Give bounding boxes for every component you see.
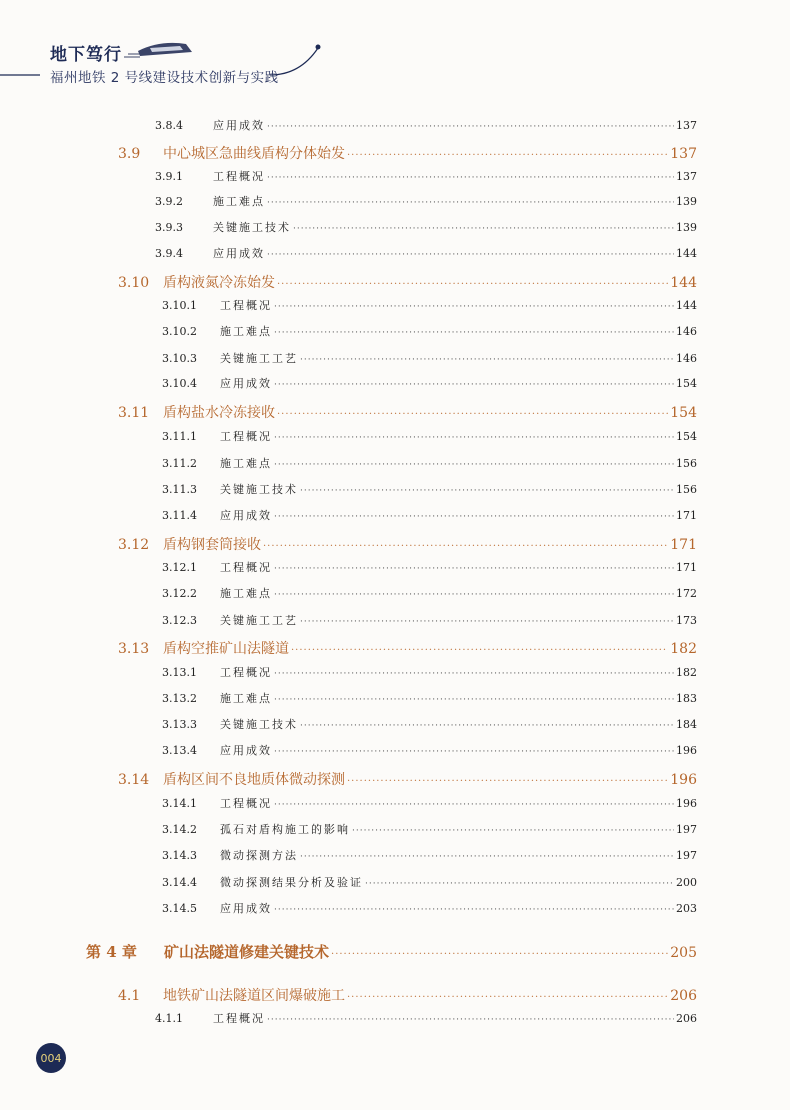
toc-section-entry[interactable] xyxy=(118,402,697,422)
toc-page-number: 144 xyxy=(676,299,697,312)
toc-number: 3.10.4 xyxy=(162,377,197,390)
toc-page-number: 182 xyxy=(676,666,697,679)
toc-title: 盾构空推矿山法隧道 xyxy=(163,641,289,657)
toc-subsection-entry[interactable] xyxy=(162,375,697,391)
toc-title: 关键施工技术 xyxy=(213,221,291,234)
dot-leader xyxy=(277,409,668,420)
dot-leader xyxy=(300,721,674,731)
toc-page-number: 196 xyxy=(670,772,697,788)
toc-page-number: 206 xyxy=(676,1012,697,1025)
toc-title: 应用成效 xyxy=(220,377,272,390)
toc-page-number: 205 xyxy=(670,945,697,961)
toc-number: 3.14.2 xyxy=(162,823,197,836)
toc-page-number: 154 xyxy=(676,377,697,390)
toc-title: 工程概况 xyxy=(220,561,272,574)
dot-leader xyxy=(274,512,674,522)
dot-leader xyxy=(274,905,674,915)
dot-leader xyxy=(274,302,674,312)
dot-leader xyxy=(274,460,674,470)
dot-leader xyxy=(277,279,668,290)
toc-page-number: 173 xyxy=(676,614,697,627)
toc-subsection-entry[interactable] xyxy=(162,481,697,497)
toc-page-number: 197 xyxy=(676,823,697,836)
toc-number: 3.14.3 xyxy=(162,849,197,862)
toc-subsection-entry[interactable] xyxy=(162,612,697,628)
toc-title: 施工难点 xyxy=(220,325,272,338)
toc-page-number: 171 xyxy=(670,537,697,553)
dot-leader xyxy=(267,198,674,208)
toc-page-number: 139 xyxy=(676,195,697,208)
toc-page-number: 183 xyxy=(676,692,697,705)
toc-subsection-entry[interactable] xyxy=(162,559,697,575)
toc-page-number: 137 xyxy=(676,119,697,132)
toc-subsection-entry[interactable] xyxy=(162,690,697,706)
toc-title: 应用成效 xyxy=(213,247,265,260)
toc-number: 4.1.1 xyxy=(155,1012,183,1025)
dot-leader xyxy=(274,433,674,443)
toc-title: 盾构液氮冷冻始发 xyxy=(163,275,275,291)
dot-leader xyxy=(365,879,674,889)
toc-title: 盾构钢套筒接收 xyxy=(163,537,261,553)
toc-page-number: 146 xyxy=(676,325,697,338)
dot-leader xyxy=(293,224,674,234)
toc-title: 工程概况 xyxy=(213,1012,265,1025)
toc-number: 3.10.1 xyxy=(162,299,197,312)
dot-leader xyxy=(300,852,674,862)
toc-page-number: 197 xyxy=(676,849,697,862)
dot-leader xyxy=(274,747,674,757)
toc-title: 矿山法隧道修建关键技术 xyxy=(164,943,330,961)
dot-leader xyxy=(300,355,674,365)
toc-number: 3.13.2 xyxy=(162,692,197,705)
toc-number: 3.10 xyxy=(118,275,150,291)
toc-subsection-entry[interactable] xyxy=(162,455,697,471)
dot-leader xyxy=(267,173,674,183)
toc-number: 3.9.4 xyxy=(155,247,183,260)
toc-subsection-entry[interactable] xyxy=(162,585,697,601)
toc-title: 工程概况 xyxy=(220,430,272,443)
toc-title: 地铁矿山法隧道区间爆破施工 xyxy=(163,988,345,1004)
toc-title: 关键施工工艺 xyxy=(220,352,298,365)
toc-title: 工程概况 xyxy=(220,299,272,312)
toc-number: 3.11 xyxy=(118,405,150,421)
dot-leader xyxy=(347,992,668,1003)
toc-page-number: 137 xyxy=(676,170,697,183)
toc-number: 3.14 xyxy=(118,772,150,788)
toc-page-number: 144 xyxy=(676,247,697,260)
toc-section-entry[interactable] xyxy=(118,769,697,789)
dot-leader xyxy=(274,669,674,679)
toc-page-number: 196 xyxy=(676,797,697,810)
toc-title: 施工难点 xyxy=(220,692,272,705)
toc-page-number: 200 xyxy=(676,876,697,889)
toc-page-number: 156 xyxy=(676,483,697,496)
toc-number: 3.10.2 xyxy=(162,325,197,338)
toc-page-number: 196 xyxy=(676,744,697,757)
dot-leader xyxy=(300,486,674,496)
toc-page-number: 146 xyxy=(676,352,697,365)
toc-title: 关键施工技术 xyxy=(220,483,298,496)
dot-leader xyxy=(267,250,674,260)
toc-subsection-entry[interactable] xyxy=(162,847,697,863)
dot-leader xyxy=(352,826,674,836)
toc-title: 应用成效 xyxy=(213,119,265,132)
toc-number: 3.12 xyxy=(118,537,150,553)
toc-section-entry[interactable] xyxy=(118,272,697,292)
toc-number: 3.13.1 xyxy=(162,666,197,679)
toc-section-entry[interactable] xyxy=(118,638,697,658)
dot-leader xyxy=(291,645,668,656)
toc-page-number: 182 xyxy=(670,641,697,657)
series-title: 地下笃行 xyxy=(50,45,122,65)
toc-subsection-entry[interactable] xyxy=(155,1010,697,1026)
toc-section-entry[interactable] xyxy=(118,143,697,163)
toc-page-number: 171 xyxy=(676,509,697,522)
toc-title: 应用成效 xyxy=(220,744,272,757)
dot-leader xyxy=(267,1015,674,1025)
dot-leader xyxy=(263,541,668,552)
toc-title: 微动探测方法 xyxy=(220,849,298,862)
toc-number: 3.9.2 xyxy=(155,195,183,208)
dot-leader xyxy=(274,564,674,574)
toc-title: 盾构盐水冷冻接收 xyxy=(163,405,275,421)
toc-subsection-entry[interactable] xyxy=(162,297,697,313)
toc-number: 3.10.3 xyxy=(162,352,197,365)
toc-subsection-entry[interactable] xyxy=(162,874,697,890)
toc-page-number: 139 xyxy=(676,221,697,234)
toc-page-number: 156 xyxy=(676,457,697,470)
toc-title: 应用成效 xyxy=(220,509,272,522)
toc-chapter-entry[interactable] xyxy=(86,941,697,963)
toc-number: 3.14.1 xyxy=(162,797,197,810)
toc-subsection-entry[interactable] xyxy=(155,219,697,235)
toc-number: 3.9.1 xyxy=(155,170,183,183)
toc-number: 3.12.1 xyxy=(162,561,197,574)
toc-number: 3.13.3 xyxy=(162,718,197,731)
toc-title: 中心城区急曲线盾构分体始发 xyxy=(163,146,345,162)
book-title: 福州地铁 2 号线建设技术创新与实践 xyxy=(50,70,279,86)
toc-title: 孤石对盾构施工的影响 xyxy=(220,823,350,836)
toc-subsection-entry[interactable] xyxy=(155,168,697,184)
dot-leader xyxy=(274,695,674,705)
dot-leader xyxy=(331,949,668,960)
dot-leader xyxy=(347,150,668,161)
dot-leader xyxy=(267,122,674,132)
toc-number: 3.9.3 xyxy=(155,221,183,234)
toc-subsection-entry[interactable] xyxy=(162,507,697,523)
dot-leader xyxy=(347,776,668,787)
toc-subsection-entry[interactable] xyxy=(155,245,697,261)
toc-page-number: 144 xyxy=(670,275,697,291)
toc-subsection-entry[interactable] xyxy=(155,117,697,133)
toc-number: 3.12.2 xyxy=(162,587,197,600)
toc-section-entry[interactable] xyxy=(118,985,697,1005)
toc-number: 3.11.1 xyxy=(162,430,197,443)
toc-number: 4.1 xyxy=(118,988,141,1004)
page-number-badge: 004 xyxy=(36,1043,66,1073)
toc-subsection-entry[interactable] xyxy=(162,900,697,916)
toc-title: 微动探测结果分析及验证 xyxy=(220,876,363,889)
toc-title: 工程概况 xyxy=(213,170,265,183)
toc-page-number: 154 xyxy=(676,430,697,443)
toc-number: 3.11.2 xyxy=(162,457,197,470)
dot-leader xyxy=(274,380,674,390)
toc-subsection-entry[interactable] xyxy=(162,716,697,732)
toc-title: 关键施工工艺 xyxy=(220,614,298,627)
toc-number: 3.14.4 xyxy=(162,876,197,889)
toc-number: 3.13.4 xyxy=(162,744,197,757)
toc-page-number: 184 xyxy=(676,718,697,731)
toc-number: 3.11.3 xyxy=(162,483,197,496)
toc-subsection-entry[interactable] xyxy=(162,821,697,837)
toc-number: 3.14.5 xyxy=(162,902,197,915)
toc-subsection-entry[interactable] xyxy=(162,795,697,811)
toc-title: 工程概况 xyxy=(220,797,272,810)
toc-title: 盾构区间不良地质体微动探测 xyxy=(163,772,345,788)
toc-page-number: 171 xyxy=(676,561,697,574)
toc-subsection-entry[interactable] xyxy=(162,323,697,339)
toc-section-entry[interactable] xyxy=(118,534,697,554)
toc-page-number: 172 xyxy=(676,587,697,600)
dot-leader xyxy=(300,617,674,627)
toc-subsection-entry[interactable] xyxy=(162,428,697,444)
toc-page-number: 137 xyxy=(670,146,697,162)
toc-title: 施工难点 xyxy=(220,457,272,470)
dot-leader xyxy=(274,590,674,600)
dot-leader xyxy=(274,328,674,338)
toc-page-number: 206 xyxy=(670,988,697,1004)
dot-leader xyxy=(274,800,674,810)
toc-title: 工程概况 xyxy=(220,666,272,679)
toc-subsection-entry[interactable] xyxy=(162,664,697,680)
toc-title: 施工难点 xyxy=(213,195,265,208)
toc-subsection-entry[interactable] xyxy=(162,742,697,758)
toc-title: 关键施工技术 xyxy=(220,718,298,731)
toc-subsection-entry[interactable] xyxy=(162,350,697,366)
toc-number: 3.9 xyxy=(118,146,141,162)
toc-number: 3.12.3 xyxy=(162,614,197,627)
toc-number: 第 4 章 xyxy=(86,943,137,961)
toc-number: 3.11.4 xyxy=(162,509,197,522)
toc-page-number: 203 xyxy=(676,902,697,915)
toc-number: 3.8.4 xyxy=(155,119,183,132)
toc-title: 应用成效 xyxy=(220,902,272,915)
toc-subsection-entry[interactable] xyxy=(155,193,697,209)
toc-title: 施工难点 xyxy=(220,587,272,600)
toc-page-number: 154 xyxy=(670,405,697,421)
toc-number: 3.13 xyxy=(118,641,150,657)
